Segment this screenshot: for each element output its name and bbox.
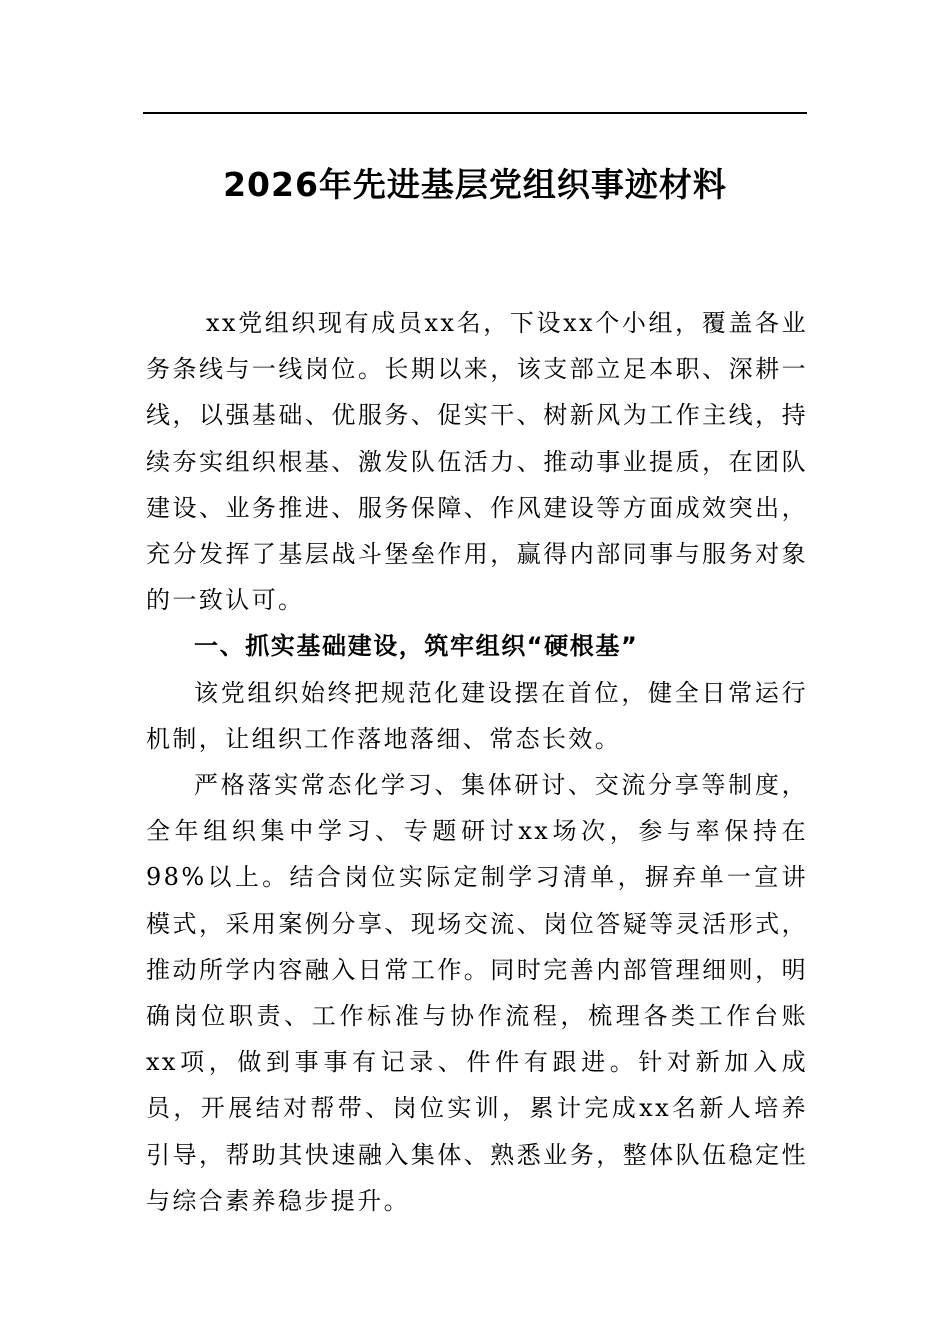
section-1-paragraph: 严格落实常态化学习、集体研讨、交流分享等制度，全年组织集中学习、专题研讨xx场次，参与率保持在98%以上。结合岗位实际定制学习清单，摒弃单一宣讲模式，采用案例分享、现场交流、岗位答疑等灵活形式，推动所学内容融入日常工作。同时完善内部管理细则，明确岗位职责、工作标准与协作流程，梳理各类工作台账xx项，做到事事有记录、件件有跟进。针对新加入成员，开展结对帮带、岗位实训，累计完成xx名新人培养引导，帮助其快速融入集体、熟悉业务，整体队伍稳定性与综合素养稳步提升。 bbox=[146, 771, 808, 1215]
document-body bbox=[146, 300, 808, 1224]
intro-paragraph: xx党组织现有成员xx名，下设xx个小组，覆盖各业务条线与一线岗位。长期以来，该支部立足本职、深耕一线，以强基础、优服务、促实干、树新风为工作主线，持续夯实组织根基、激发队伍活力、推动事业提质，在团队建设、业务推进、服务保障、作风建设等方面成效突出，充分发挥了基层战斗堡垒作用，赢得内部同事与服务对象的一致认可。 bbox=[146, 309, 808, 615]
header-rule bbox=[143, 112, 807, 114]
section-1-paragraph: 该党组织始终把规范化建设摆在首位，健全日常运行机制，让组织工作落地落细、常态长效。 bbox=[146, 678, 808, 753]
document-title: 2026年先进基层党组织事迹材料 bbox=[223, 165, 727, 204]
section-heading-1: 一、抓实基础建设，筑牢组织“硬根基” bbox=[194, 632, 639, 661]
